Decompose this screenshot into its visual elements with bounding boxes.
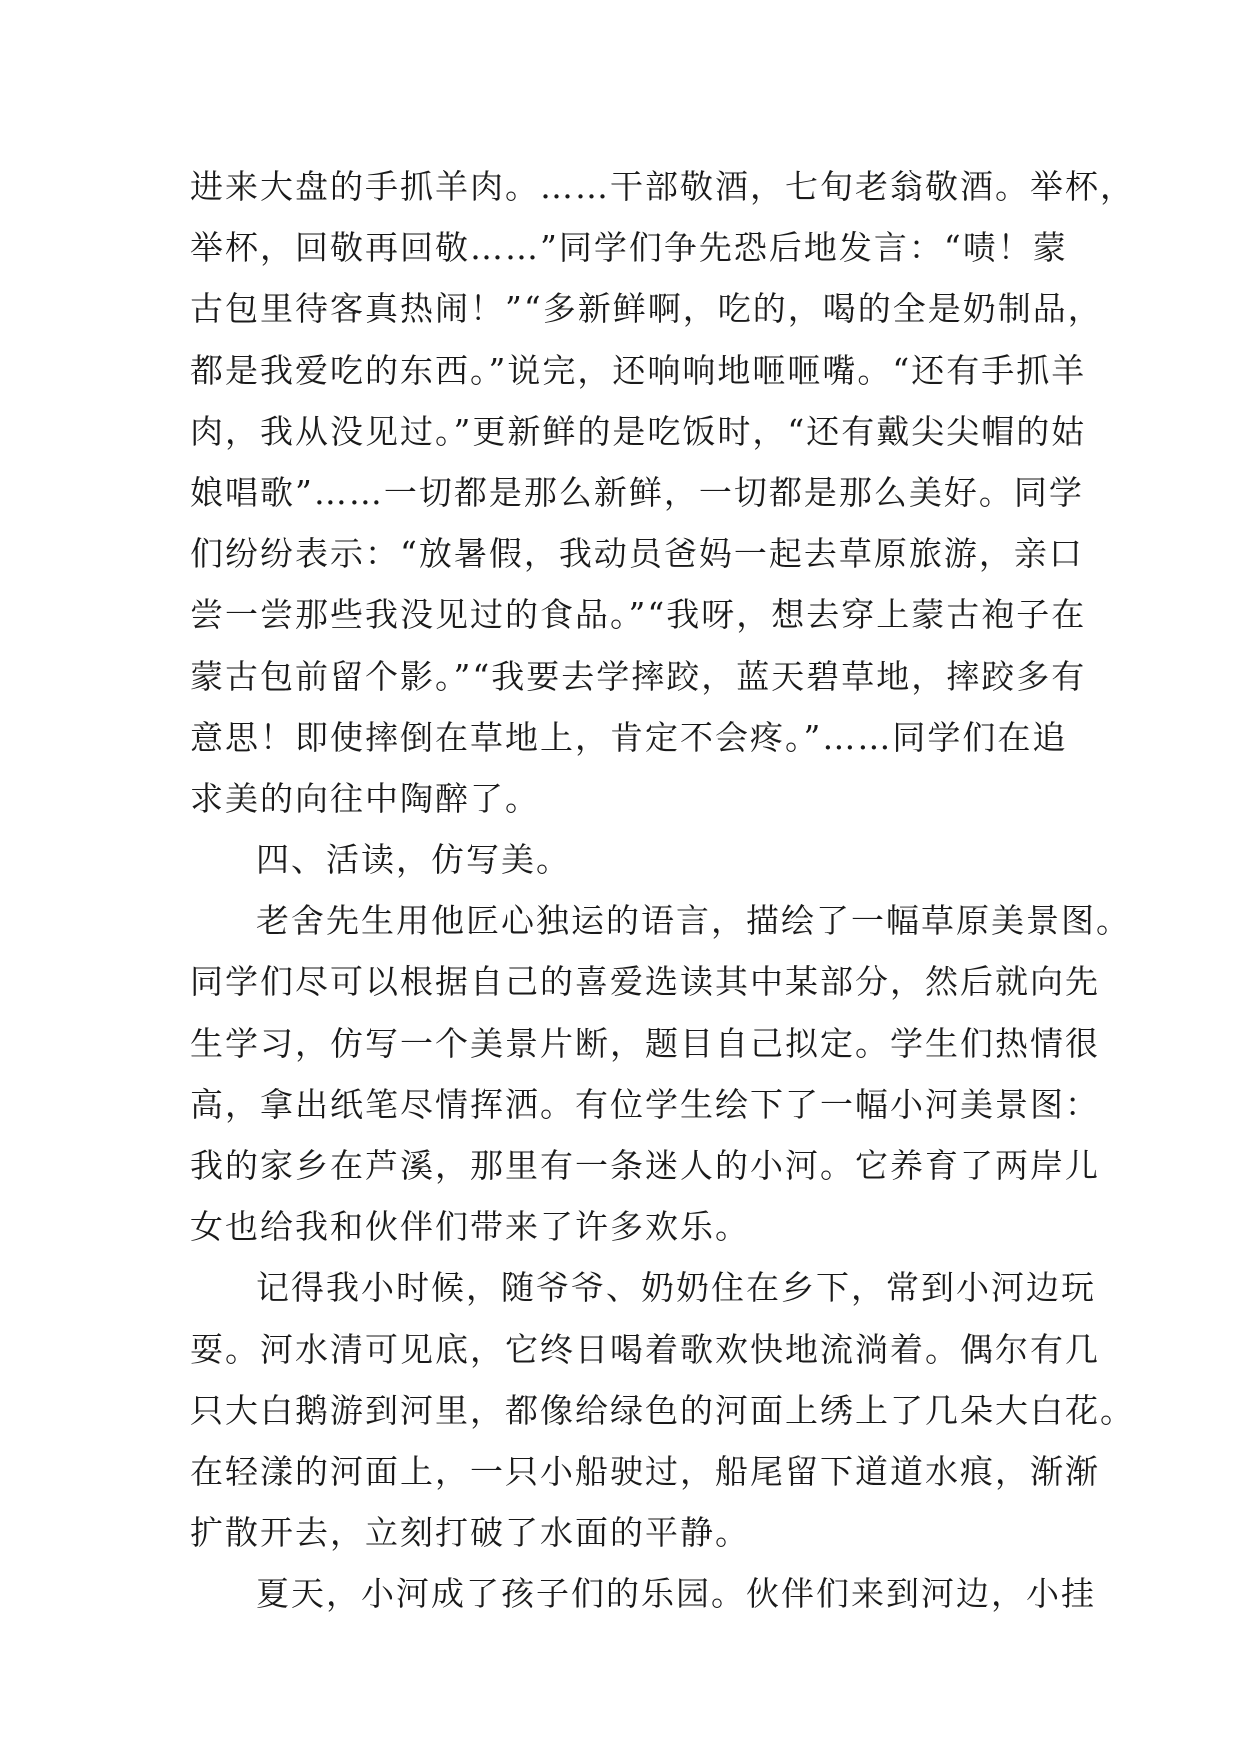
text-line: 意思！即使摔倒在草地上，肯定不会疼。”……同学们在追 (190, 717, 1068, 757)
text-line: 都是我爱吃的东西。”说完，还响响地咂咂嘴。“还有手抓羊 (190, 350, 1087, 390)
text-line: 我的家乡在芦溪，那里有一条迷人的小河。它养育了两岸儿 (190, 1146, 1100, 1185)
text-line: 高，拿出纸笔尽情挥洒。有位学生绘下了一幅小河美景图： (190, 1084, 1100, 1124)
text-line: 在轻漾的河面上，一只小船驶过，船尾留下道道水痕，渐渐 (190, 1451, 1100, 1491)
text-line: 耍。河水清可见底，它终日喝着歌欢快地流淌着。偶尔有几 (190, 1329, 1100, 1369)
body-text (190, 156, 1135, 1625)
text-line: 娘唱歌”……一切都是那么新鲜，一切都是那么美好。同学 (190, 472, 1084, 512)
text-line: 扩散开去，立刻打破了水面的平静。 (190, 1513, 750, 1553)
paragraph-start: 老舍先生用他匠心独运的语言，描绘了一幅草原美景图。 (256, 901, 1131, 941)
text-line: 只大白鹅游到河里，都像给绿色的河面上绣上了几朵大白花。 (190, 1390, 1135, 1430)
text-line: 进来大盘的手抓羊肉。……干部敬酒，七旬老翁敬酒。举杯， (190, 167, 1135, 206)
text-line: 女也给我和伙伴们带来了许多欢乐。 (190, 1207, 750, 1247)
text-line: 尝一尝那些我没见过的食品。”“我呀，想去穿上蒙古袍子在 (190, 595, 1087, 635)
text-line: 们纷纷表示：“放暑假，我动员爸妈一起去草原旅游，亲口 (190, 534, 1084, 574)
text-line: 求美的向往中陶醉了。 (190, 778, 540, 818)
text-line: 肉，我从没见过。”更新鲜的是吃饭时，“还有戴尖尖帽的姑 (190, 411, 1087, 451)
text-line: 蒙古包前留个影。”“我要去学摔跤，蓝天碧草地，摔跤多有 (190, 656, 1087, 696)
paragraph-start: 记得我小时候，随爷爷、奶奶住在乡下，常到小河边玩 (256, 1268, 1096, 1308)
paragraph-start: 夏天，小河成了孩子们的乐园。伙伴们来到河边，小挂 (256, 1574, 1096, 1614)
text-line: 生学习，仿写一个美景片断，题目自己拟定。学生们热情很 (190, 1023, 1100, 1063)
text-line: 古包里待客真热闹！”“多新鲜啊，吃的，喝的全是奶制品， (190, 289, 1103, 329)
text-line: 同学们尽可以根据自己的喜爱选读其中某部分，然后就向先 (190, 962, 1100, 1002)
section-heading: 四、活读，仿写美。 (256, 840, 571, 880)
text-line: 举杯，回敬再回敬……”同学们争先恐后地发言：“啧！蒙 (190, 228, 1068, 268)
